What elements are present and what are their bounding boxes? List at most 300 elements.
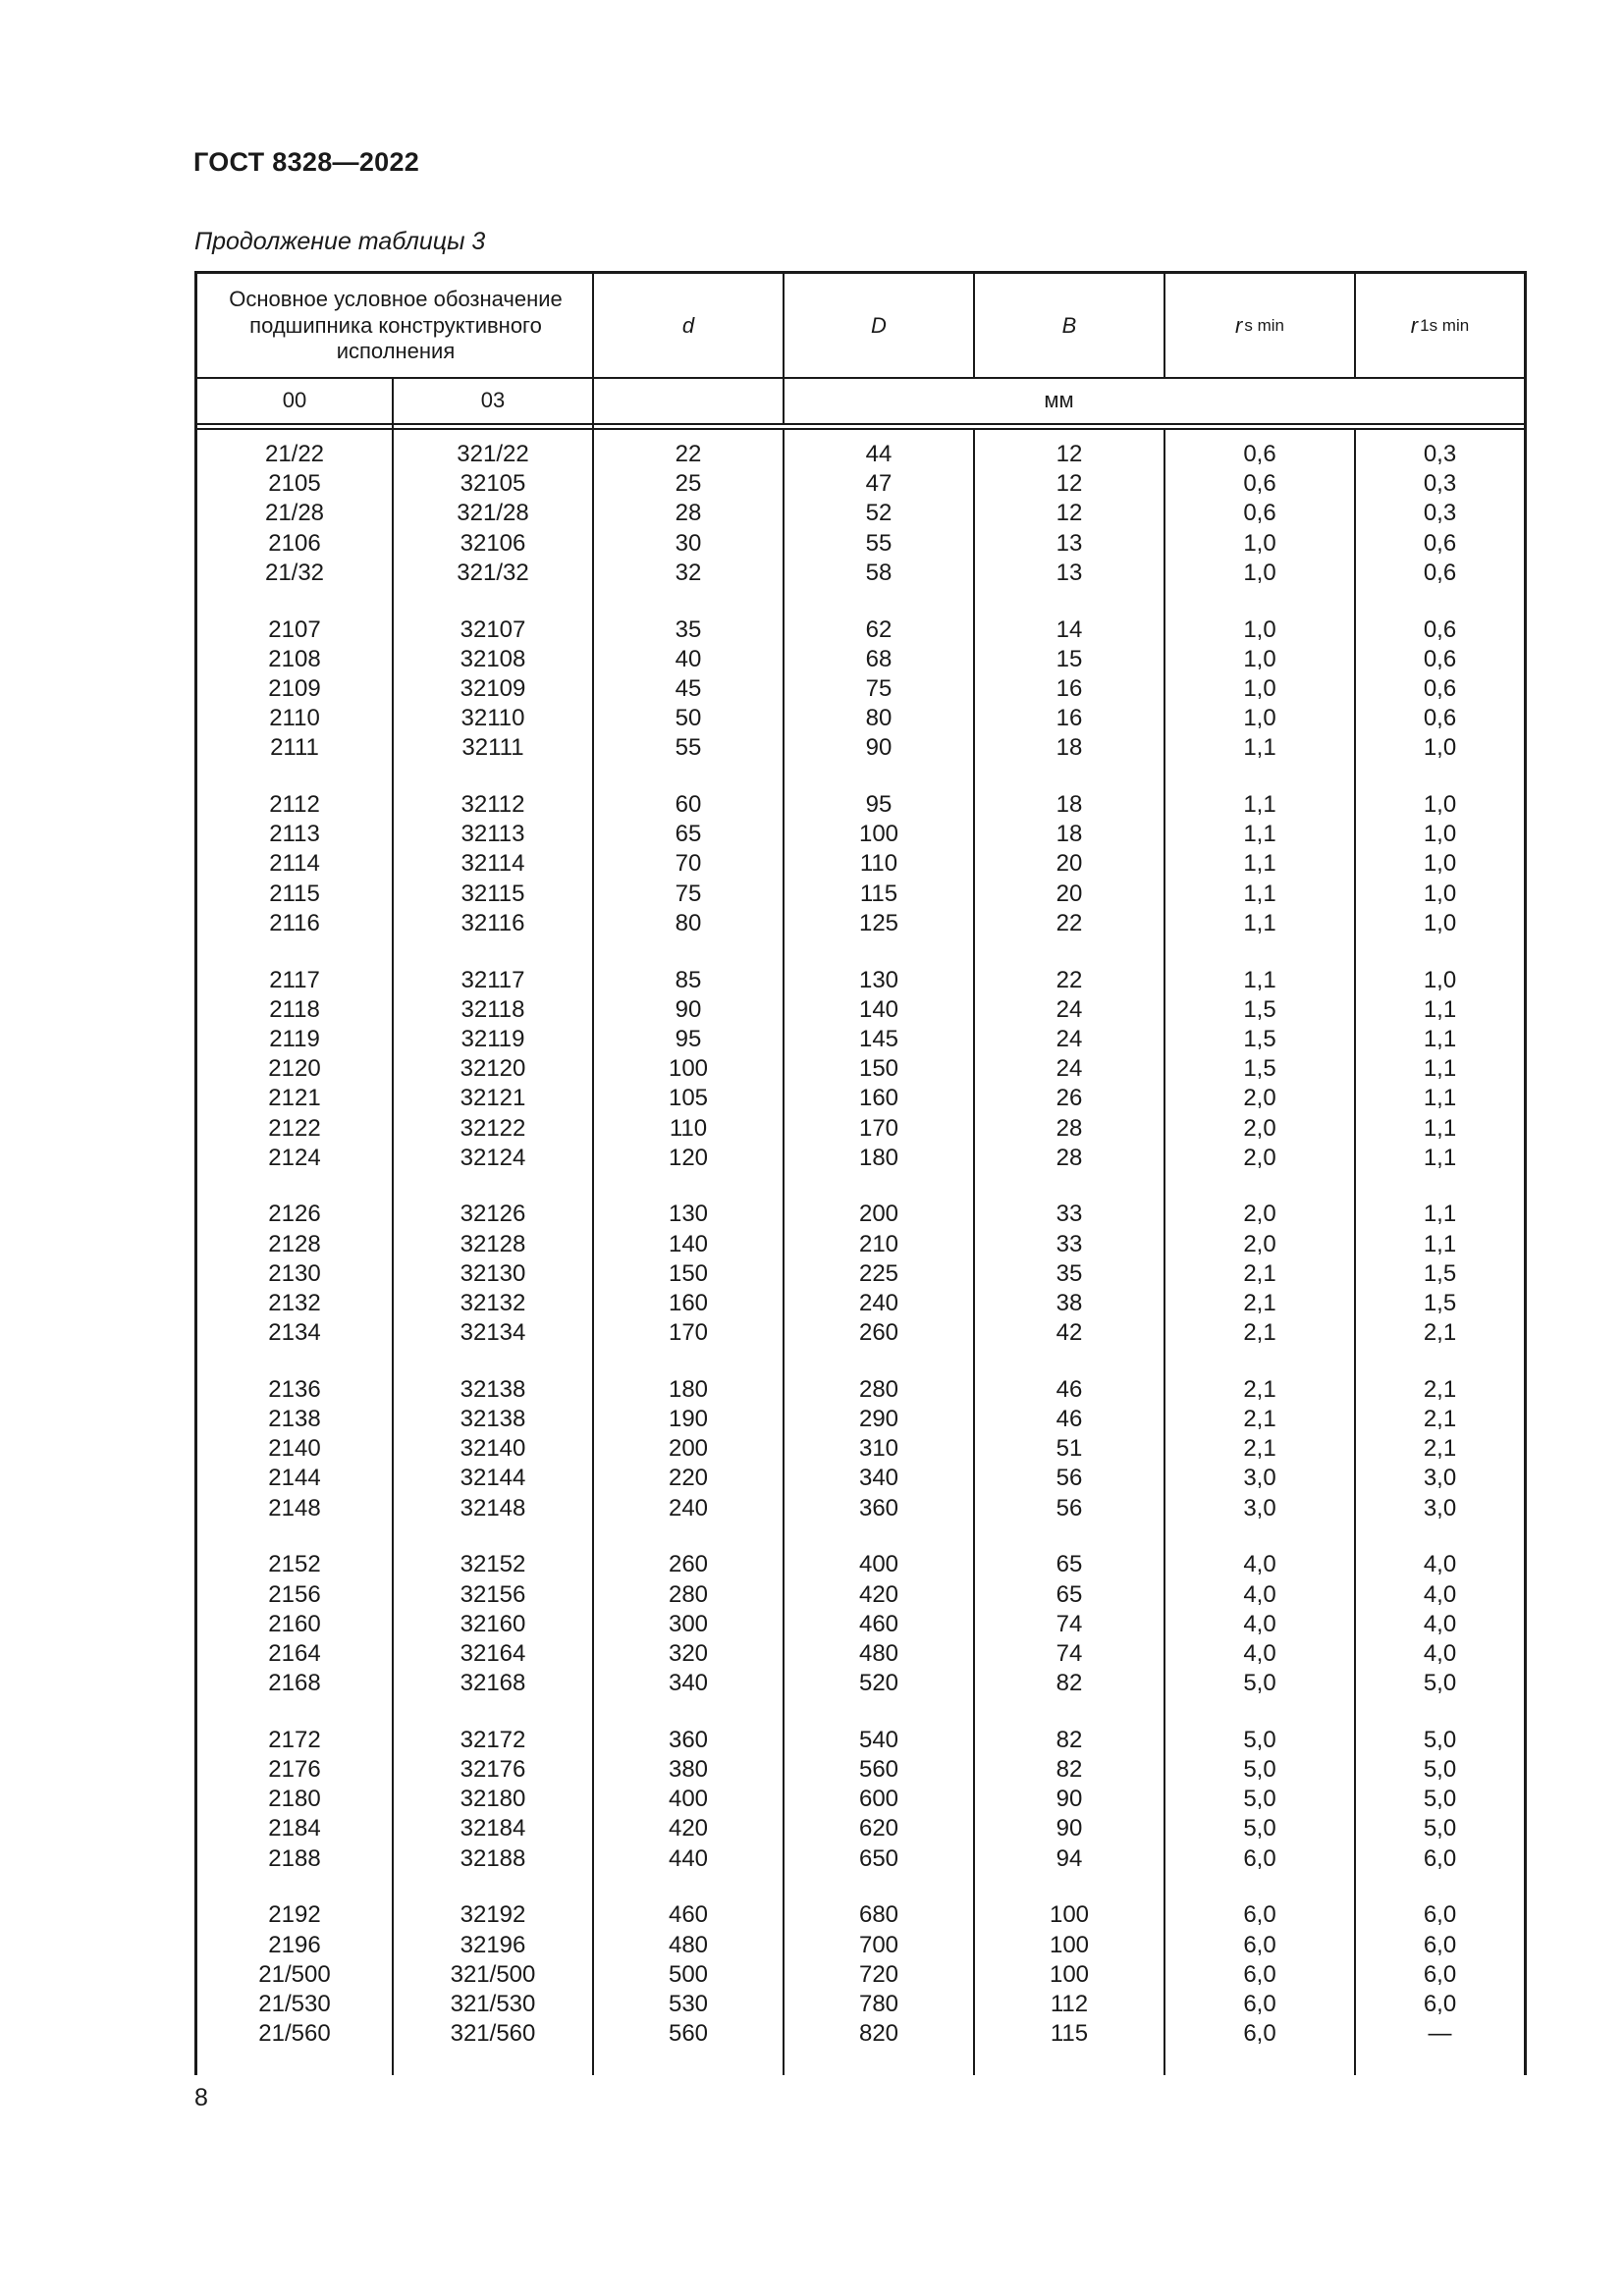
col-00-cell: 2109 bbox=[268, 674, 321, 702]
col-D-cell: 620 bbox=[858, 1815, 899, 1842]
col-03-cell: 32111 bbox=[461, 734, 524, 762]
col-d-cell: 80 bbox=[675, 909, 702, 936]
document-title: ГОСТ 8328—2022 bbox=[193, 147, 420, 177]
col-D-cell: 110 bbox=[859, 850, 898, 878]
col-rs-min-cell: 6,0 bbox=[1243, 1931, 1276, 1958]
table-row bbox=[194, 1318, 1527, 1348]
col-rs-min-cell: 1,0 bbox=[1243, 674, 1276, 702]
col-B-cell: 13 bbox=[1056, 529, 1083, 557]
col-D-cell: 80 bbox=[865, 705, 893, 732]
col-B-cell: 16 bbox=[1056, 705, 1083, 732]
col-00-cell: 2124 bbox=[268, 1144, 321, 1171]
table-row bbox=[194, 1900, 1527, 1930]
table-row bbox=[194, 1405, 1527, 1434]
col-r1s-min-cell: 1,1 bbox=[1423, 1085, 1457, 1112]
col-03-cell: 321/22 bbox=[457, 441, 529, 467]
col-rs-min-cell: 1,5 bbox=[1243, 995, 1276, 1023]
col-D-cell: 55 bbox=[865, 529, 893, 557]
header-designation bbox=[204, 275, 587, 377]
col-03-cell: 32140 bbox=[460, 1435, 526, 1463]
table-row bbox=[194, 1375, 1527, 1405]
col-D-cell: 340 bbox=[858, 1465, 899, 1492]
col-00-cell: 2118 bbox=[269, 995, 320, 1023]
col-d-cell: 95 bbox=[675, 1025, 702, 1052]
page-number: 8 bbox=[194, 2084, 208, 2111]
col-r1s-min-cell: 3,0 bbox=[1423, 1494, 1457, 1522]
col-03-cell: 32107 bbox=[460, 615, 526, 643]
col-00-cell: 2172 bbox=[268, 1726, 321, 1753]
col-D-cell: 125 bbox=[858, 909, 899, 936]
col-d-cell: 480 bbox=[668, 1931, 709, 1958]
col-d-cell: 85 bbox=[675, 966, 702, 993]
table-row bbox=[194, 1054, 1527, 1084]
col-r1s-min-cell: 1,0 bbox=[1423, 791, 1457, 818]
col-d-cell: 380 bbox=[668, 1756, 709, 1784]
table-row bbox=[194, 499, 1527, 528]
col-00-cell: 2113 bbox=[269, 821, 320, 848]
col-00-cell: 2107 bbox=[268, 615, 321, 643]
col-rs-min-cell: 1,5 bbox=[1243, 1025, 1276, 1052]
col-d-cell: 180 bbox=[668, 1375, 709, 1403]
col-r1s-min-cell: 6,0 bbox=[1423, 1931, 1457, 1958]
col-00-cell: 2119 bbox=[269, 1025, 320, 1052]
col-d-cell: 280 bbox=[668, 1580, 709, 1608]
col-d-cell: 25 bbox=[675, 470, 702, 498]
col-rs-min-cell: 1,0 bbox=[1243, 615, 1276, 643]
col-D-cell: 360 bbox=[858, 1494, 899, 1522]
col-rs-min-cell: 0,6 bbox=[1243, 441, 1276, 467]
row-group bbox=[194, 1375, 1527, 1523]
col-d-cell: 45 bbox=[675, 674, 702, 702]
col-03-cell: 32108 bbox=[460, 645, 526, 672]
table-row bbox=[194, 704, 1527, 733]
col-00-cell: 2132 bbox=[268, 1289, 321, 1316]
col-B-cell: 100 bbox=[1049, 1931, 1090, 1958]
col-00-cell: 2122 bbox=[268, 1114, 321, 1142]
col-d-cell: 105 bbox=[668, 1085, 709, 1112]
table-continuation-caption: Продолжение таблицы 3 bbox=[194, 228, 486, 255]
col-D-cell: 180 bbox=[858, 1144, 899, 1171]
table-row bbox=[194, 469, 1527, 499]
col-rs-min-cell: 6,0 bbox=[1243, 1844, 1276, 1872]
col-d-cell: 60 bbox=[675, 791, 702, 818]
col-rs-min-cell: 1,0 bbox=[1243, 645, 1276, 672]
header-r1s-subscript: 1s min bbox=[1420, 315, 1470, 335]
col-00-cell: 2130 bbox=[268, 1259, 321, 1287]
col-D-cell: 240 bbox=[858, 1289, 899, 1316]
table-row bbox=[194, 966, 1527, 995]
table-row bbox=[194, 880, 1527, 909]
subheader-divider-upper bbox=[194, 423, 1527, 425]
col-00-cell: 21/560 bbox=[258, 2020, 331, 2048]
col-rs-min-cell: 1,1 bbox=[1243, 850, 1276, 878]
col-D-cell: 420 bbox=[858, 1580, 899, 1608]
header-r1s-symbol: r bbox=[1410, 312, 1419, 338]
col-00-cell: 2136 bbox=[268, 1375, 321, 1403]
col-rs-min-cell: 2,1 bbox=[1243, 1259, 1276, 1287]
col-D-cell: 52 bbox=[865, 500, 893, 527]
col-00-cell: 21/22 bbox=[264, 441, 325, 467]
col-B-cell: 94 bbox=[1056, 1844, 1083, 1872]
col-00-cell: 2180 bbox=[268, 1786, 321, 1813]
col-rs-min-cell: 2,0 bbox=[1243, 1201, 1276, 1228]
col-r1s-min-cell: 5,0 bbox=[1423, 1815, 1457, 1842]
col-r1s-min-cell: 3,0 bbox=[1423, 1465, 1457, 1492]
col-03-cell: 32119 bbox=[460, 1025, 525, 1052]
col-D-cell: 540 bbox=[858, 1726, 899, 1753]
col-r1s-min-cell: 1,0 bbox=[1423, 909, 1457, 936]
col-d-cell: 170 bbox=[668, 1319, 709, 1347]
subheader-03-text: 03 bbox=[480, 388, 506, 413]
col-D-cell: 130 bbox=[858, 966, 899, 993]
col-D-cell: 460 bbox=[858, 1610, 899, 1637]
subheader-03 bbox=[394, 379, 592, 423]
subheader-divider-lower bbox=[194, 428, 1527, 430]
table-row bbox=[194, 1494, 1527, 1523]
col-03-cell: 32160 bbox=[460, 1610, 526, 1637]
col-rs-min-cell: 4,0 bbox=[1243, 1639, 1276, 1667]
table-row bbox=[194, 1230, 1527, 1259]
col-D-cell: 150 bbox=[858, 1055, 899, 1083]
col-B-cell: 65 bbox=[1056, 1580, 1083, 1608]
col-D-cell: 480 bbox=[858, 1639, 899, 1667]
col-D-cell: 520 bbox=[858, 1670, 899, 1697]
col-r1s-min-cell: 4,0 bbox=[1423, 1639, 1457, 1667]
col-00-cell: 2184 bbox=[268, 1815, 321, 1842]
col-d-cell: 500 bbox=[668, 1960, 709, 1988]
table-row bbox=[194, 645, 1527, 674]
col-rs-min-cell: 1,0 bbox=[1243, 529, 1276, 557]
col-d-cell: 70 bbox=[675, 850, 702, 878]
table-row bbox=[194, 615, 1527, 645]
col-03-cell: 32156 bbox=[460, 1580, 526, 1608]
table-top-border bbox=[194, 271, 1527, 274]
row-group bbox=[194, 790, 1527, 938]
col-B-cell: 100 bbox=[1049, 1901, 1090, 1929]
col-03-cell: 32128 bbox=[460, 1230, 526, 1257]
col-03-cell: 32106 bbox=[460, 529, 526, 557]
col-rs-min-cell: 2,0 bbox=[1243, 1114, 1276, 1142]
row-group bbox=[194, 1550, 1527, 1698]
col-r1s-min-cell: 5,0 bbox=[1423, 1786, 1457, 1813]
col-d-cell: 420 bbox=[668, 1815, 709, 1842]
col-d-cell: 360 bbox=[668, 1726, 709, 1753]
col-r1s-min-cell: 6,0 bbox=[1423, 1990, 1457, 2017]
col-D-cell: 62 bbox=[865, 615, 893, 643]
col-r1s-min-cell: 0,3 bbox=[1423, 500, 1457, 527]
col-d-cell: 65 bbox=[675, 821, 702, 848]
col-B-cell: 51 bbox=[1056, 1435, 1083, 1463]
col-D-cell: 58 bbox=[865, 559, 893, 586]
col-d-cell: 220 bbox=[668, 1465, 709, 1492]
col-r1s-min-cell: 0,3 bbox=[1423, 441, 1457, 467]
col-00-cell: 2110 bbox=[269, 705, 320, 732]
col-D-cell: 780 bbox=[858, 1990, 899, 2017]
col-03-cell: 32164 bbox=[460, 1639, 526, 1667]
col-D-cell: 140 bbox=[858, 995, 899, 1023]
col-rs-min-cell: 1,1 bbox=[1243, 734, 1276, 762]
col-d-cell: 140 bbox=[668, 1230, 709, 1257]
col-00-cell: 21/28 bbox=[264, 500, 325, 527]
col-D-cell: 700 bbox=[858, 1931, 899, 1958]
col-00-cell: 21/500 bbox=[258, 1960, 331, 1988]
col-r1s-min-cell: 6,0 bbox=[1423, 1901, 1457, 1929]
col-r1s-min-cell: 0,6 bbox=[1423, 529, 1457, 557]
col-D-cell: 75 bbox=[865, 674, 893, 702]
col-00-cell: 2116 bbox=[269, 909, 320, 936]
col-r1s-min-cell: 1,1 bbox=[1423, 1201, 1457, 1228]
col-d-cell: 32 bbox=[675, 559, 702, 586]
col-d-cell: 100 bbox=[668, 1055, 709, 1083]
col-B-cell: 56 bbox=[1056, 1494, 1083, 1522]
col-r1s-min-cell: 0,6 bbox=[1423, 674, 1457, 702]
col-D-cell: 200 bbox=[858, 1201, 899, 1228]
col-rs-min-cell: 1,1 bbox=[1243, 909, 1276, 936]
col-B-cell: 82 bbox=[1056, 1756, 1083, 1784]
col-d-cell: 300 bbox=[668, 1610, 709, 1637]
col-B-cell: 12 bbox=[1056, 441, 1083, 467]
col-03-cell: 32115 bbox=[460, 880, 525, 907]
table-row bbox=[194, 1639, 1527, 1669]
col-00-cell: 2144 bbox=[268, 1465, 321, 1492]
col-rs-min-cell: 2,1 bbox=[1243, 1406, 1276, 1433]
col-03-cell: 32120 bbox=[460, 1055, 526, 1083]
col-00-cell: 21/32 bbox=[264, 559, 325, 586]
col-B-cell: 26 bbox=[1056, 1085, 1083, 1112]
col-03-cell: 32188 bbox=[460, 1844, 526, 1872]
col-d-cell: 460 bbox=[668, 1901, 709, 1929]
col-r1s-min-cell: 0,6 bbox=[1423, 645, 1457, 672]
col-r1s-min-cell: 1,0 bbox=[1423, 880, 1457, 907]
col-03-cell: 32138 bbox=[460, 1406, 526, 1433]
col-r1s-min-cell: 5,0 bbox=[1423, 1756, 1457, 1784]
col-d-cell: 260 bbox=[668, 1551, 709, 1578]
col-03-cell: 32192 bbox=[460, 1901, 526, 1929]
col-00-cell: 2111 bbox=[270, 734, 319, 762]
col-d-cell: 440 bbox=[668, 1844, 709, 1872]
col-B-cell: 90 bbox=[1056, 1786, 1083, 1813]
col-r1s-min-cell: 1,1 bbox=[1423, 995, 1457, 1023]
col-r1s-min-cell: 2,1 bbox=[1423, 1435, 1457, 1463]
col-r1s-min-cell: 1,0 bbox=[1423, 966, 1457, 993]
col-rs-min-cell: 5,0 bbox=[1243, 1786, 1276, 1813]
col-r1s-min-cell: 1,5 bbox=[1423, 1259, 1457, 1287]
col-03-cell: 32132 bbox=[460, 1289, 526, 1316]
col-03-cell: 32152 bbox=[460, 1551, 526, 1578]
col-03-cell: 321/560 bbox=[450, 2020, 536, 2048]
col-03-cell: 321/530 bbox=[450, 1990, 536, 2017]
col-03-cell: 32118 bbox=[460, 995, 525, 1023]
subheader-00 bbox=[197, 379, 392, 423]
col-r1s-min-cell: 4,0 bbox=[1423, 1580, 1457, 1608]
table-row bbox=[194, 674, 1527, 704]
col-00-cell: 2128 bbox=[268, 1230, 321, 1257]
header-B-text: B bbox=[1061, 312, 1077, 338]
header-rs-min bbox=[1165, 275, 1354, 377]
col-B-cell: 82 bbox=[1056, 1670, 1083, 1697]
col-D-cell: 90 bbox=[865, 734, 893, 762]
col-D-cell: 720 bbox=[858, 1960, 899, 1988]
table-row bbox=[194, 1464, 1527, 1493]
col-00-cell: 2106 bbox=[268, 529, 321, 557]
col-00-cell: 2156 bbox=[268, 1580, 321, 1608]
col-B-cell: 38 bbox=[1056, 1289, 1083, 1316]
header-d-text: d bbox=[681, 312, 695, 338]
col-d-cell: 320 bbox=[668, 1639, 709, 1667]
table-row bbox=[194, 790, 1527, 820]
col-D-cell: 290 bbox=[858, 1406, 899, 1433]
table-row bbox=[194, 1726, 1527, 1755]
col-rs-min-cell: 1,5 bbox=[1243, 1055, 1276, 1083]
col-03-cell: 32121 bbox=[460, 1085, 526, 1112]
row-group bbox=[194, 966, 1527, 1173]
col-00-cell: 2188 bbox=[268, 1844, 321, 1872]
subheader-00-text: 00 bbox=[282, 388, 307, 413]
table-row bbox=[194, 733, 1527, 763]
col-r1s-min-cell: 0,6 bbox=[1423, 705, 1457, 732]
col-B-cell: 22 bbox=[1056, 909, 1083, 936]
col-r1s-min-cell: 6,0 bbox=[1423, 1844, 1457, 1872]
table-row bbox=[194, 1844, 1527, 1874]
col-d-cell: 160 bbox=[668, 1289, 709, 1316]
header-designation-text: Основное условное обозначение подшипника конструктивного исполнения bbox=[229, 287, 563, 364]
col-rs-min-cell: 4,0 bbox=[1243, 1580, 1276, 1608]
col-rs-min-cell: 1,1 bbox=[1243, 791, 1276, 818]
col-D-cell: 650 bbox=[858, 1844, 899, 1872]
col-D-cell: 44 bbox=[865, 441, 893, 467]
col-rs-min-cell: 3,0 bbox=[1243, 1465, 1276, 1492]
col-00-cell: 2134 bbox=[268, 1319, 321, 1347]
col-d-cell: 28 bbox=[675, 500, 702, 527]
table-row bbox=[194, 1200, 1527, 1229]
col-00-cell: 2160 bbox=[268, 1610, 321, 1637]
col-D-cell: 600 bbox=[858, 1786, 899, 1813]
col-03-cell: 32180 bbox=[460, 1786, 526, 1813]
header-D bbox=[785, 275, 973, 377]
col-03-cell: 32116 bbox=[460, 909, 525, 936]
table-row bbox=[194, 1669, 1527, 1698]
col-d-cell: 200 bbox=[668, 1435, 709, 1463]
col-r1s-min-cell: 1,1 bbox=[1423, 1230, 1457, 1257]
col-B-cell: 15 bbox=[1056, 645, 1083, 672]
table-row bbox=[194, 1610, 1527, 1639]
header-B bbox=[975, 275, 1164, 377]
col-rs-min-cell: 0,6 bbox=[1243, 500, 1276, 527]
row-group bbox=[194, 1726, 1527, 1874]
col-03-cell: 321/500 bbox=[450, 1960, 536, 1988]
col-B-cell: 16 bbox=[1056, 674, 1083, 702]
col-D-cell: 47 bbox=[865, 470, 893, 498]
col-rs-min-cell: 2,0 bbox=[1243, 1085, 1276, 1112]
col-D-cell: 260 bbox=[858, 1319, 899, 1347]
col-00-cell: 2176 bbox=[268, 1756, 321, 1784]
col-03-cell: 321/28 bbox=[457, 500, 529, 527]
col-d-cell: 35 bbox=[675, 615, 702, 643]
col-00-cell: 2114 bbox=[269, 850, 320, 878]
col-rs-min-cell: 2,1 bbox=[1243, 1289, 1276, 1316]
col-d-cell: 190 bbox=[668, 1406, 709, 1433]
col-d-cell: 40 bbox=[675, 645, 702, 672]
col-rs-min-cell: 2,1 bbox=[1243, 1375, 1276, 1403]
col-00-cell: 2117 bbox=[269, 966, 320, 993]
col-d-cell: 240 bbox=[668, 1494, 709, 1522]
col-rs-min-cell: 5,0 bbox=[1243, 1670, 1276, 1697]
col-00-cell: 2121 bbox=[268, 1085, 321, 1112]
col-00-cell: 2138 bbox=[268, 1406, 321, 1433]
col-D-cell: 560 bbox=[858, 1756, 899, 1784]
col-r1s-min-cell: 4,0 bbox=[1423, 1551, 1457, 1578]
col-r1s-min-cell: 1,1 bbox=[1423, 1114, 1457, 1142]
col-rs-min-cell: 2,0 bbox=[1243, 1230, 1276, 1257]
col-d-cell: 50 bbox=[675, 705, 702, 732]
col-rs-min-cell: 5,0 bbox=[1243, 1815, 1276, 1842]
col-00-cell: 2152 bbox=[268, 1551, 321, 1578]
col-03-cell: 32124 bbox=[460, 1144, 526, 1171]
row-group bbox=[194, 615, 1527, 764]
col-r1s-min-cell: 2,1 bbox=[1423, 1319, 1457, 1347]
col-d-cell: 340 bbox=[668, 1670, 709, 1697]
table-row bbox=[194, 1025, 1527, 1054]
col-00-cell: 2164 bbox=[268, 1639, 321, 1667]
col-B-cell: 28 bbox=[1056, 1114, 1083, 1142]
col-00-cell: 2105 bbox=[268, 470, 321, 498]
col-r1s-min-cell: 1,1 bbox=[1423, 1055, 1457, 1083]
col-r1s-min-cell: 2,1 bbox=[1423, 1406, 1457, 1433]
col-00-cell: 2192 bbox=[268, 1901, 321, 1929]
col-rs-min-cell: 3,0 bbox=[1243, 1494, 1276, 1522]
table-row bbox=[194, 1259, 1527, 1289]
col-D-cell: 680 bbox=[858, 1901, 899, 1929]
col-B-cell: 90 bbox=[1056, 1815, 1083, 1842]
col-D-cell: 310 bbox=[858, 1435, 899, 1463]
col-D-cell: 160 bbox=[858, 1085, 899, 1112]
col-rs-min-cell: 0,6 bbox=[1243, 470, 1276, 498]
col-B-cell: 56 bbox=[1056, 1465, 1083, 1492]
col-B-cell: 13 bbox=[1056, 559, 1083, 586]
col-rs-min-cell: 6,0 bbox=[1243, 2020, 1276, 2048]
col-00-cell: 2140 bbox=[268, 1435, 321, 1463]
table-row bbox=[194, 995, 1527, 1025]
table-row bbox=[194, 1084, 1527, 1113]
col-03-cell: 321/32 bbox=[457, 559, 529, 586]
col-d-cell: 130 bbox=[668, 1201, 709, 1228]
table-row bbox=[194, 849, 1527, 879]
col-B-cell: 46 bbox=[1056, 1375, 1083, 1403]
col-rs-min-cell: 2,1 bbox=[1243, 1435, 1276, 1463]
col-B-cell: 20 bbox=[1056, 850, 1083, 878]
header-D-text: D bbox=[871, 312, 887, 338]
col-r1s-min-cell: 1,1 bbox=[1423, 1144, 1457, 1171]
col-D-cell: 400 bbox=[858, 1551, 899, 1578]
subheader-units bbox=[594, 379, 1524, 423]
col-D-cell: 225 bbox=[858, 1259, 899, 1287]
col-B-cell: 24 bbox=[1056, 995, 1083, 1023]
col-rs-min-cell: 5,0 bbox=[1243, 1726, 1276, 1753]
table-row bbox=[194, 1785, 1527, 1814]
col-B-cell: 112 bbox=[1050, 1990, 1089, 2017]
col-B-cell: 100 bbox=[1049, 1960, 1090, 1988]
col-r1s-min-cell: 0,6 bbox=[1423, 559, 1457, 586]
col-r1s-min-cell: — bbox=[1428, 2020, 1452, 2048]
col-D-cell: 68 bbox=[865, 645, 893, 672]
row-group bbox=[194, 1200, 1527, 1348]
col-00-cell: 2120 bbox=[268, 1055, 321, 1083]
col-d-cell: 560 bbox=[668, 2020, 709, 2048]
col-B-cell: 33 bbox=[1056, 1230, 1083, 1257]
col-r1s-min-cell: 0,6 bbox=[1423, 615, 1457, 643]
col-03-cell: 32109 bbox=[460, 674, 526, 702]
header-rs-symbol: r bbox=[1235, 312, 1243, 338]
